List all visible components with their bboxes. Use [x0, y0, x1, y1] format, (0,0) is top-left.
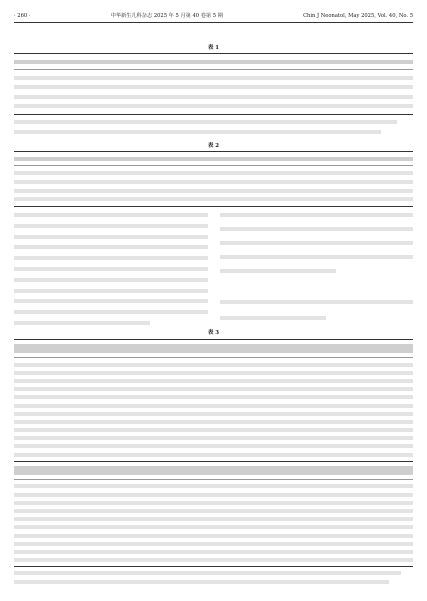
running-head [14, 10, 413, 21]
table-3 [14, 339, 413, 584]
body-text-right-2 [220, 300, 413, 320]
body-text-right [220, 213, 413, 273]
body-text-left [14, 213, 208, 325]
page-number: · 260 · [14, 12, 31, 19]
table-1 [14, 53, 413, 134]
table-2-caption: 表 2 [207, 143, 220, 149]
header-rule [14, 22, 413, 23]
journal-title-en: Chin J Neonatol, May 2025, Vol. 40, No. 5 [303, 12, 413, 19]
journal-title-cn: 中华新生儿科杂志 2025 年 5 月第 40 卷第 5 期 [110, 13, 223, 19]
table-3-caption: 表 3 [207, 330, 220, 336]
table-1-caption: 表 1 [207, 45, 220, 51]
table-2 [14, 151, 413, 207]
